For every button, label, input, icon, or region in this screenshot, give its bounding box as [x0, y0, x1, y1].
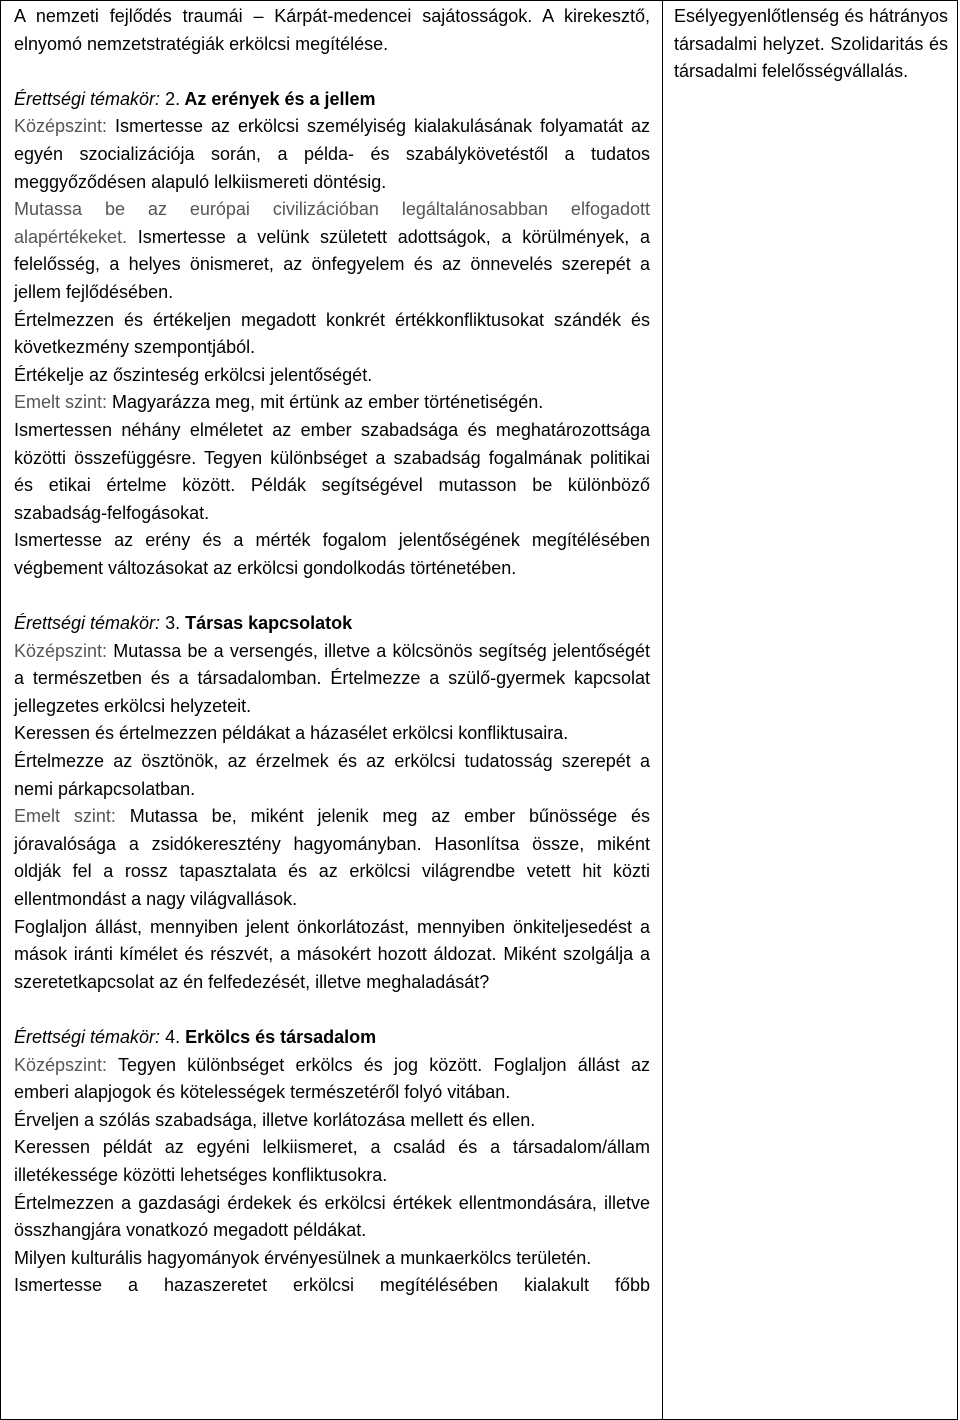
right-column-text: Esélyegyenlőtlenség és hátrányos társadalmi helyzet. Szolidaritás és társadalmi felelősségvállalás. [674, 6, 948, 82]
topic-2-paragraph: Értelmezzen és értékeljen megadott konkrét értékkonfliktusokat szándék és következmény szempontjából. [14, 309, 650, 358]
topic-2-heading [14, 86, 650, 114]
topic-2-paragraph: Ismertessen néhány elméletet az ember szabadsága és meghatározottsága közötti összefüggésre. Tegyen különbséget a szabadság fogalmának politikai és etikai értelme között. Példák segítségével mutasson be különböző szabadság-felfogásokat. [14, 419, 650, 523]
right-column [674, 3, 948, 86]
topic-label: Érettségi témakör: [14, 88, 161, 109]
level-text: Mutassa be a versengés, illetve a kölcsönös segítség jelentőségét a természetben és a társadalomban. Értelmezze a szülő-gyermek kapcsolat jellegzetes erkölcsi helyzeteit. [14, 640, 650, 716]
topic-4-paragraph: Milyen kulturális hagyományok érvényesülnek a munkaerkölcs területén. [14, 1247, 592, 1268]
topic-3-paragraph: Keressen és értelmezzen példákat a házasélet erkölcsi konfliktusaira. [14, 723, 569, 744]
topic-3-paragraph: Foglaljon állást, mennyiben jelent önkorlátozást, mennyiben önkiteljesedést a mások iránti kímélet és részvét, a másokért hozott áldozat. Miként szolgálja a szeretetkapcsolat az én felfedezését, illetve meghaladását? [14, 916, 650, 992]
topic-3-heading [14, 610, 650, 638]
topic-number: 2. [160, 88, 181, 109]
column-divider [662, 0, 663, 1420]
topic-4-paragraph: Értelmezzen a gazdasági érdekek és erkölcsi értékek ellentmondására, illetve összhangjára vonatkozó megadott példákat. [14, 1192, 650, 1241]
level-label: Középszint: [14, 1054, 108, 1075]
topic-3-advanced-level [14, 803, 650, 913]
topic-4-paragraph: Ismertesse a hazaszeretet erkölcsi megítélésében kialakult főbb [14, 1275, 650, 1296]
topic-2-mid-level [14, 113, 650, 196]
level-text: Magyarázza meg, mit értünk az ember történetiségén. [107, 392, 544, 413]
topic-label: Érettségi témakör: [14, 613, 161, 634]
topic-title: Az erények és a jellem [180, 88, 376, 109]
topic-4-mid-level [14, 1052, 650, 1107]
level-text: Tegyen különbséget erkölcs és jog között. Foglaljon állást az emberi alapjogok és kötelességek természetéről folyó vitában. [14, 1054, 650, 1103]
topic-4-paragraph: Keressen példát az egyéni lelkiismeret, a család és a társadalom/állam illetékessége közötti lehetséges konfliktusokra. [14, 1137, 650, 1185]
topic-number: 4. [160, 1026, 181, 1047]
level-label: Emelt szint: [14, 806, 116, 827]
topic-title: Erkölcs és társadalom [180, 1026, 377, 1047]
level-label: Emelt szint: [14, 392, 108, 413]
level-label: Középszint: [14, 116, 108, 137]
topic-2-paragraph: Ismertesse az erény és a mérték fogalom jelentőségének megítélésében végbement változásokat az erkölcsi gondolkodás történetében. [14, 530, 650, 578]
topic-2-advanced-level [14, 389, 650, 417]
topic-title: Társas kapcsolatok [180, 613, 353, 634]
intro-paragraph: A nemzeti fejlődés traumái – Kárpát-medencei sajátosságok. A kirekesztő, elnyomó nemzetstratégiák erkölcsi megítélése. [14, 6, 650, 54]
topic-3-mid-level [14, 638, 650, 721]
topic-3-paragraph: Értelmezze az ösztönök, az érzelmek és az erkölcsi tudatosság szerepét a nemi párkapcsolatban. [14, 751, 650, 799]
level-label: Középszint: [14, 640, 108, 661]
topic-2-paragraph: Értékelje az őszinteség erkölcsi jelentőségét. [14, 364, 373, 385]
topic-2-paragraph: Mutassa be az európai civilizációban legáltalánosabban elfogadott alapértékeket. Ismertesse a velünk született adottságok, a körülmények, a felelősség, a helyes önismeret, az önfegyelem és az önnevelés szerepét a jellem fejlődésében. [14, 199, 650, 302]
left-column [14, 3, 650, 1300]
topic-4-heading [14, 1024, 650, 1052]
level-text: Mutassa be, miként jelenik meg az ember bűnössége és jóravalósága a zsidókeresztény hagyományban. Hasonlítsa össze, miként oldják fel a rossz tapasztalata és az erkölcsi világrendbe vetett hit közti ellentmondást a nagy világvallások. [14, 806, 650, 909]
topic-number: 3. [160, 613, 181, 634]
topic-label: Érettségi témakör: [14, 1026, 161, 1047]
topic-4-paragraph: Érveljen a szólás szabadsága, illetve korlátozása mellett és ellen. [14, 1109, 536, 1130]
level-text: Ismertesse az erkölcsi személyiség kialakulásának folyamatát az egyén szocializációja során, a példa- és szabálykövetéstől a tudatos meggyőződésen alapuló lelkiismereti döntésig. [14, 116, 650, 192]
